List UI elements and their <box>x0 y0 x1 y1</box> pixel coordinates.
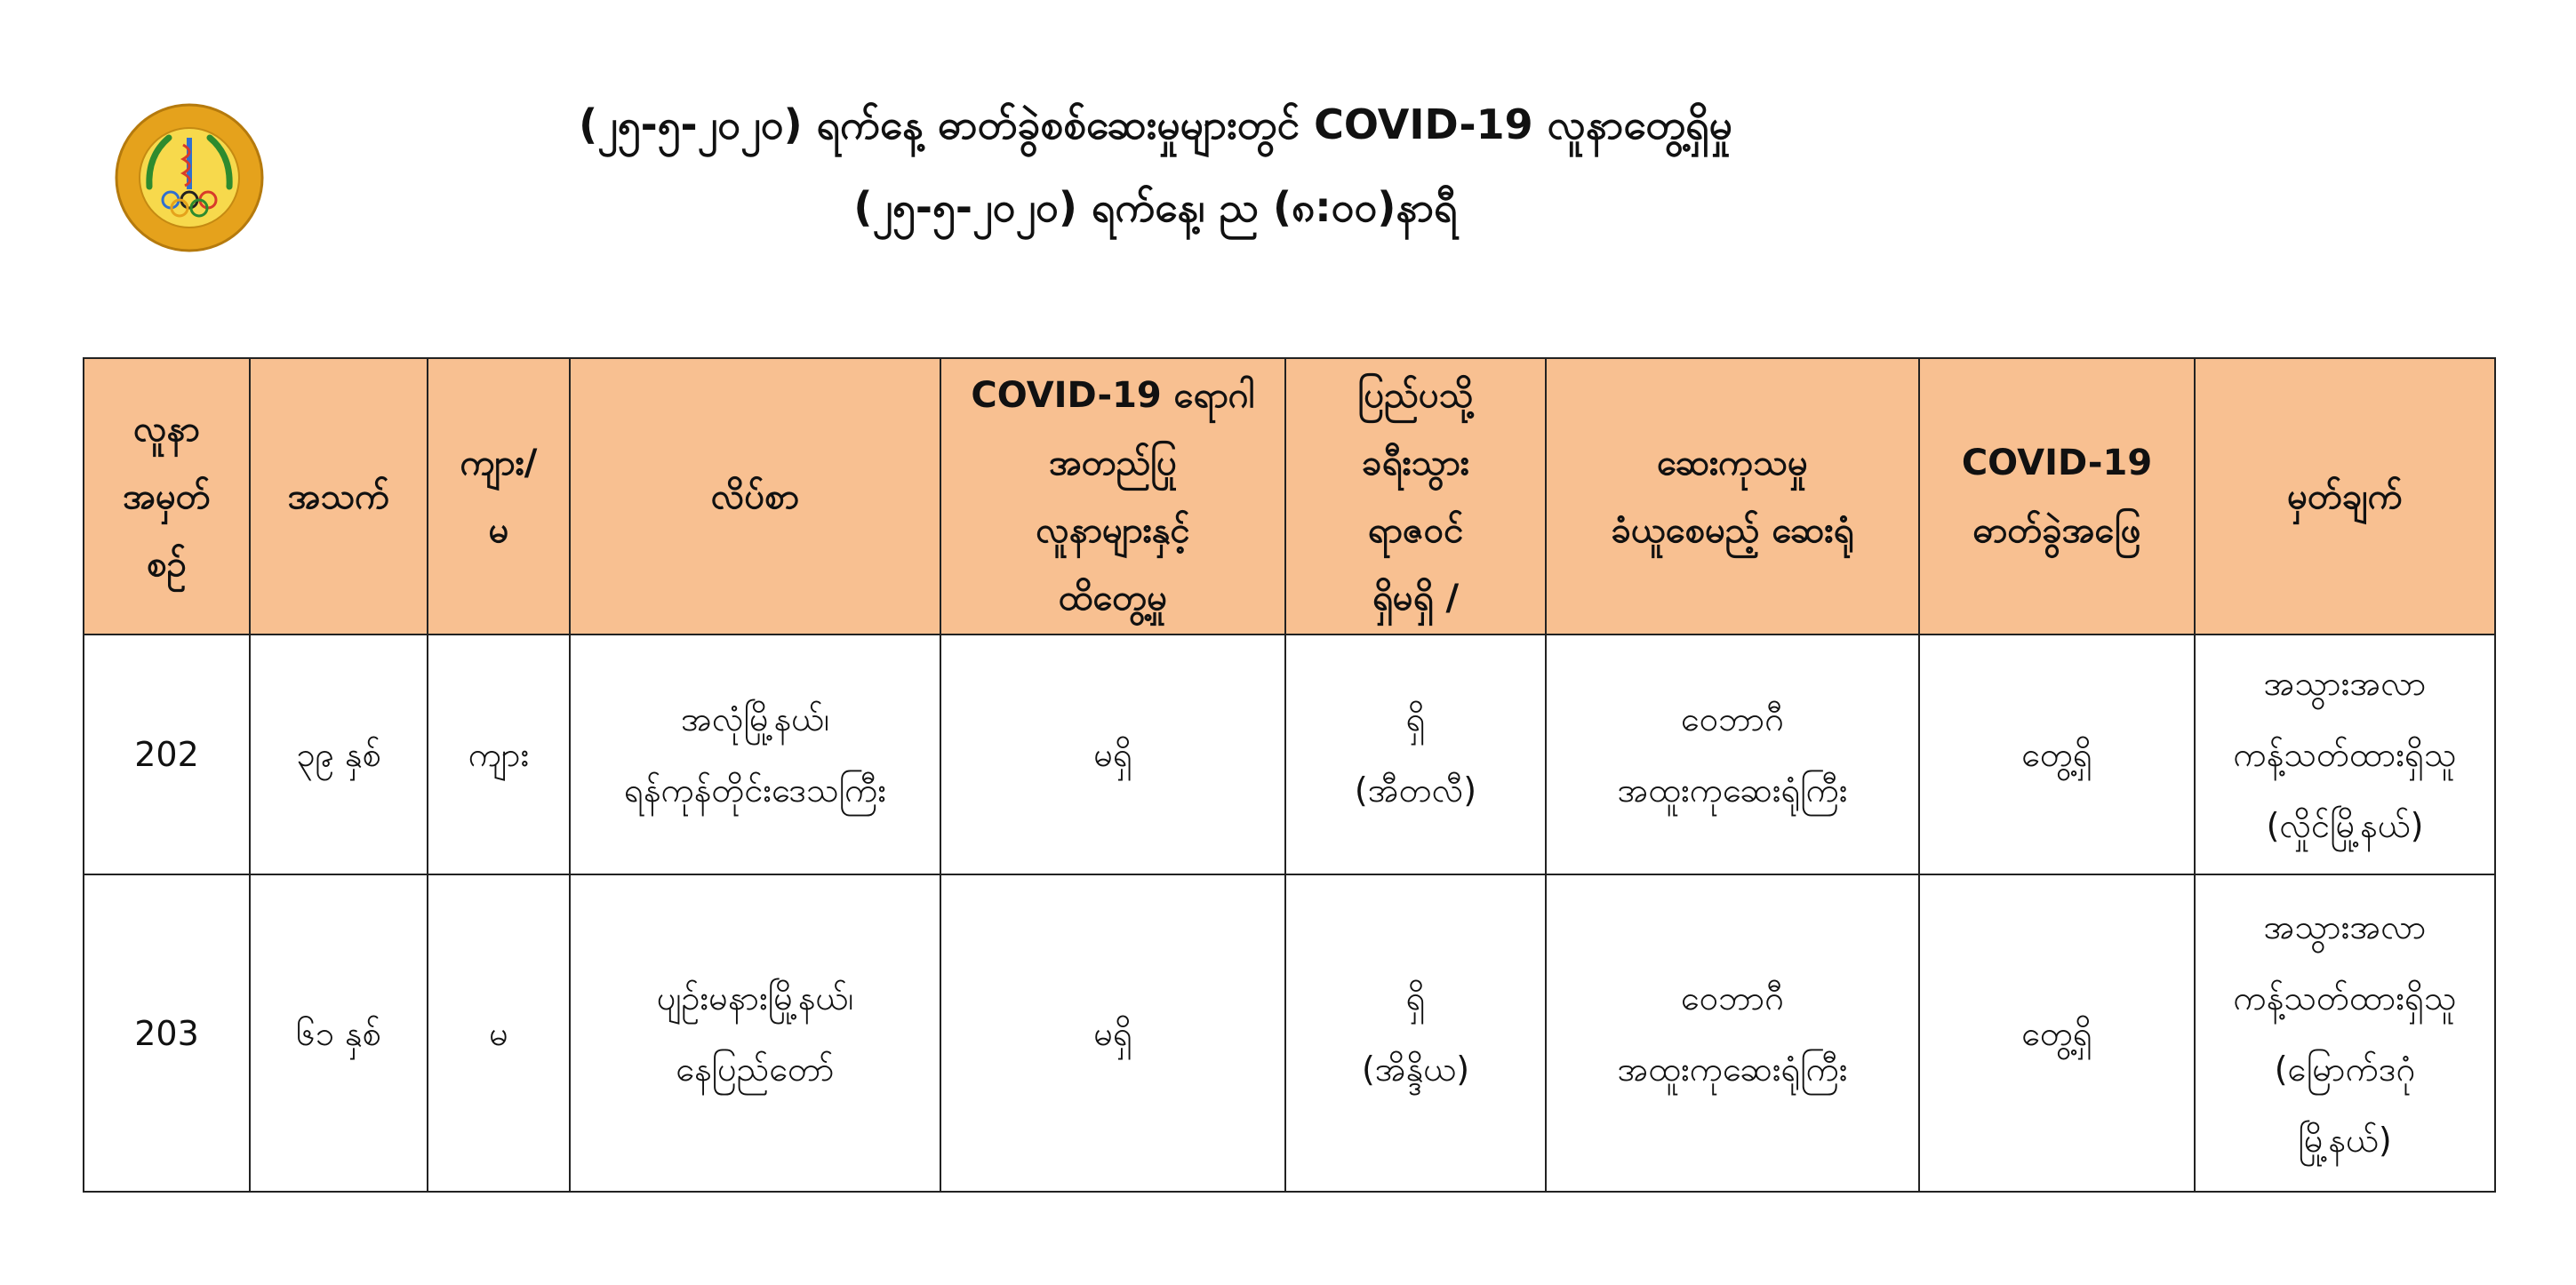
cell-lab-result: တွေ့ရှိ <box>1919 635 2195 874</box>
cell-travel-history: ရှိ (အီတလီ) <box>1285 635 1546 874</box>
col-header-contact: COVID-19 ရောဂါ အတည်ပြု လူနာများနှင့် ထိတွေ့မှု <box>940 358 1285 635</box>
col-header-age: အသက် <box>250 358 428 635</box>
cell-remarks: အသွားအလာ ကန့်သတ်ထားရှိသူ (မြောက်ဒဂုံ မြို့နယ်) <box>2195 874 2495 1192</box>
col-header-case-no: လူနာ အမှတ် စဉ် <box>84 358 250 635</box>
cell-age: ၃၉ နှစ် <box>250 635 428 874</box>
cell-address: ပျဉ်းမနားမြို့နယ်၊ နေပြည်တော် <box>570 874 940 1192</box>
cell-address: အလုံမြို့နယ်၊ ရန်ကုန်တိုင်းဒေသကြီး <box>570 635 940 874</box>
cell-lab-result: တွေ့ရှိ <box>1919 874 2195 1192</box>
cell-contact: မရှိ <box>940 635 1285 874</box>
cell-hospital: ဝေဘာဂီ အထူးကုဆေးရုံကြီး <box>1546 874 1919 1192</box>
cell-remarks: အသွားအလာ ကန့်သတ်ထားရှိသူ (လှိုင်မြို့နယ်) <box>2195 635 2495 874</box>
cell-travel-history: ရှိ (အိန္ဒိယ) <box>1285 874 1546 1192</box>
cell-hospital: ဝေဘာဂီ အထူးကုဆေးရုံကြီး <box>1546 635 1919 874</box>
col-header-lab-result: COVID-19 ဓာတ်ခွဲအဖြေ <box>1919 358 2195 635</box>
col-header-remarks: မှတ်ချက် <box>2195 358 2495 635</box>
cell-contact: မရှိ <box>940 874 1285 1192</box>
cell-sex: ကျား <box>428 635 570 874</box>
col-header-hospital: ဆေးကုသမှု ခံယူစေမည့် ဆေးရုံ <box>1546 358 1919 635</box>
cell-sex: မ <box>428 874 570 1192</box>
col-header-address: လိပ်စာ <box>570 358 940 635</box>
table-header-row <box>84 358 2495 635</box>
cell-age: ၆၁ နှစ် <box>250 874 428 1192</box>
table-row <box>84 874 2495 1192</box>
col-header-travel-history: ပြည်ပသို့ ခရီးသွား ရာဇဝင် ရှိမရှိ / <box>1285 358 1546 635</box>
cell-case-no: 202 <box>84 635 250 874</box>
ministry-seal-icon <box>114 102 265 253</box>
table-row <box>84 635 2495 874</box>
case-table <box>83 357 2496 1193</box>
cell-case-no: 203 <box>84 874 250 1192</box>
col-header-sex: ကျား/ မ <box>428 358 570 635</box>
report-datetime: (၂၅-၅-၂၀၂၀) ရက်နေ့၊ ည (၈:၀၀)နာရီ <box>853 183 1458 231</box>
page-title: (၂၅-၅-၂၀၂၀) ရက်နေ့ ဓာတ်ခွဲစစ်ဆေးမှုများတွင် COVID-19 လူနာတွေ့ရှိမှု <box>579 100 1732 148</box>
